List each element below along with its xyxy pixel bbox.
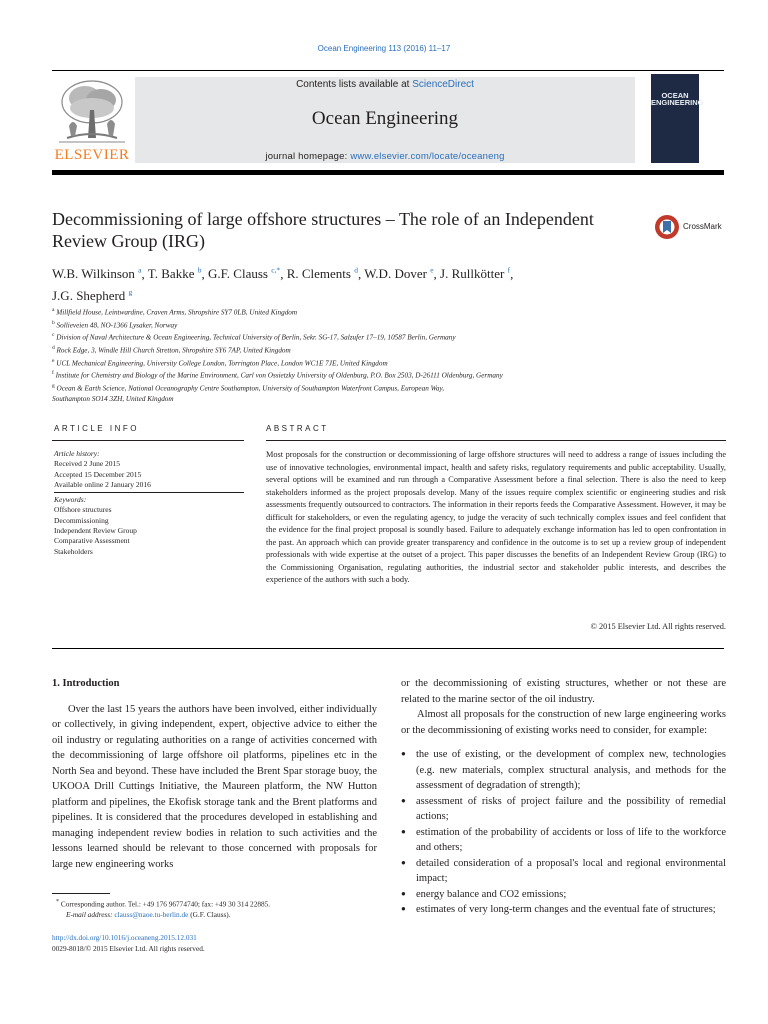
list-item: ● estimates of very long-term changes and the eventual fate of structures; — [401, 902, 726, 918]
email-label: E-mail address: — [66, 909, 115, 919]
affiliation-marker[interactable]: d — [354, 266, 358, 275]
author[interactable] — [287, 266, 358, 281]
footnote-email — [56, 910, 376, 921]
crossmark-icon[interactable] — [654, 214, 680, 240]
sciencedirect-link[interactable]: ScienceDirect — [412, 79, 474, 90]
affiliation-text: Southampton SO14 3ZH, United Kingdom — [52, 394, 174, 403]
homepage-url-link[interactable]: www.elsevier.com/locate/oceaneng — [350, 151, 505, 162]
abstract-rule — [266, 440, 726, 441]
affiliation-text: UCL Mechanical Engineering, University College London, Torrington Place, London WC1E 7JE, United Kingdom — [56, 359, 388, 368]
doi-block — [52, 933, 372, 954]
author-name: G.F. Clauss — [207, 266, 268, 282]
cover-title: OCEAN ENGINEERING — [651, 91, 704, 107]
affiliation-marker[interactable]: b — [197, 266, 202, 275]
journal-homepage — [135, 151, 635, 162]
article-history-label: Article history: — [54, 449, 100, 458]
affiliation-item — [52, 343, 732, 356]
affiliation-marker[interactable]: a — [138, 266, 142, 275]
affiliation-text: Rock Edge, 3, Windle Hill Church Stretton, Shropshire SY6 7AP, United Kingdom — [56, 346, 291, 355]
author[interactable] — [148, 266, 202, 281]
affiliation-text: Institute for Chemistry and Biology of the Marine Environment, Carl von Ossietzky University of Oldenburg, P.O. Box 2503, D-26111 Oldenburg, Germany — [55, 371, 503, 380]
affiliation-item — [52, 318, 732, 331]
keyword-item: Independent Review Group — [54, 526, 137, 536]
journal-reference-link[interactable]: Ocean Engineering 113 (2016) 11–17 — [317, 44, 451, 53]
affiliation-sup: c — [52, 332, 55, 339]
journal-cover-thumbnail[interactable] — [651, 74, 704, 163]
considerations-list — [401, 747, 726, 918]
homepage-label: journal homepage: — [265, 151, 351, 162]
affiliation-item — [52, 330, 732, 343]
footnote-text: Corresponding author. Tel.: +49 176 96774740; fax: +49 30 314 22885. — [60, 899, 271, 909]
issn-copyright: 0029-8018/© 2015 Elsevier Ltd. All rights reserved. — [52, 943, 205, 953]
affiliation-sup: b — [52, 319, 55, 326]
author[interactable] — [440, 266, 510, 281]
affiliation-item — [52, 381, 732, 394]
keywords-label: Keywords: — [54, 495, 87, 505]
abstract-copyright: © 2015 Elsevier Ltd. All rights reserved. — [590, 622, 726, 631]
author-name: J.G. Shepherd — [52, 287, 126, 303]
affiliation-item — [52, 394, 732, 404]
affiliation-marker[interactable]: e — [430, 266, 434, 275]
affiliation-text: Millfield House, Leintwardine, Craven Arms, Shropshire SY7 0LB, United Kingdom — [56, 308, 298, 317]
footnote-corresponding — [56, 897, 376, 910]
affiliation-marker[interactable]: f — [507, 266, 511, 275]
list-item: ● assessment of risks of project failure and the possibility of remedial actions; — [401, 794, 726, 825]
author[interactable] — [364, 266, 433, 281]
corresponding-author-footnote — [56, 897, 376, 920]
email-suffix: (G.F. Clauss). — [188, 909, 231, 919]
affiliation-item — [52, 356, 732, 369]
contents-line — [135, 79, 635, 90]
contents-prefix: Contents lists available at — [296, 79, 413, 90]
history-item: Received 2 June 2015 — [54, 459, 121, 469]
author-name: R. Clements — [286, 266, 351, 282]
list-item: ● estimation of the probability of accidents or loss of life to the workforce and others; — [401, 825, 726, 856]
continuation-paragraph: or the decommissioning of existing structures, whether or not these are related to the marine sector of the oil industry. — [401, 678, 726, 705]
keyword-item: Stakeholders — [54, 546, 93, 556]
article-info — [54, 449, 244, 557]
affiliation-item — [52, 305, 732, 318]
header-bottom-rule — [52, 170, 724, 175]
author-name: W.D. Dover — [364, 266, 427, 282]
author-name: T. Bakke — [147, 266, 195, 282]
affiliation-sup: a — [52, 307, 55, 313]
affiliation-text: Ocean & Earth Science, National Oceanography Centre Southampton, University of Southampton Waterfront Campus, European Way, — [56, 384, 445, 393]
keyword-item: Offshore structures — [54, 505, 112, 515]
history-item: Available online 2 January 2016 — [54, 479, 151, 489]
affiliation-sup: e — [52, 357, 55, 364]
crossmark-label[interactable]: CrossMark — [683, 222, 722, 231]
affiliations — [52, 305, 732, 404]
header-top-rule — [52, 70, 724, 71]
list-item: ● energy balance and CO2 emissions; — [401, 887, 726, 903]
affiliation-sup: d — [52, 345, 55, 352]
section-heading-introduction: 1. Introduction — [52, 678, 120, 689]
author[interactable] — [208, 266, 280, 281]
author[interactable] — [52, 266, 142, 281]
considerations-paragraph: Almost all proposals for the construction of new large engineering works or the decommissioning of existing works need to consider, for example: — [401, 709, 726, 736]
author-list: W.B. Wilkinson $^a$, T. Bakke $^b$, G.F. Clauss $^{c,*}$, R. Clements $^d$, W.D. Dover $^e$, J. Rullkötter $^f$, J.G. Shepherd $^g$ — [52, 266, 514, 303]
affiliation-marker[interactable]: g — [128, 287, 133, 297]
article-title: Decommissioning of large offshore structures – The role of an Independent Review Group (IRG) — [52, 209, 594, 251]
asterisk-marker: * — [56, 899, 60, 905]
footnote-rule — [52, 893, 110, 894]
list-item: ● detailed consideration of a proposal's local and regional environmental impact; — [401, 856, 726, 887]
author-name: J. Rullkötter — [440, 266, 505, 282]
author[interactable] — [52, 288, 132, 303]
introduction-paragraph: Over the last 15 years the authors have been involved, either individually or collectively, in giving independent, expert, objective advice to either the oil industry or regulating authorities on a range of activities concerned with the decommissioning of large offshore oil platforms, pipelines etc in the North Sea and beyond. These have included the Brent Spar storage buoy, the UKOOA Drill Cuttings Initiative, the Maureen platform, the NW Hutton platform and pipelines, the Ekofisk storage tank and the Brent platforms and pipelines. It is considered that the procedures developed in establishing and managing independent review bodies in relation to such activities and the lessons learned should be relevant to those concerned with proposals for large new engineering works — [52, 703, 377, 870]
affiliation-sup: f — [52, 370, 54, 377]
history-item: Accepted 15 December 2015 — [54, 469, 142, 479]
article-info-heading: ARTICLE INFO — [54, 424, 139, 433]
info-divider — [54, 492, 244, 493]
keyword-item: Decommissioning — [54, 515, 109, 525]
affiliation-marker[interactable]: c,* — [271, 266, 281, 275]
affiliation-sup: g — [52, 383, 55, 390]
affiliation-item — [52, 368, 732, 381]
elsevier-tree-logo-icon — [55, 78, 129, 148]
abstract-bottom-rule — [52, 648, 724, 649]
elsevier-wordmark: ELSEVIER — [54, 147, 130, 163]
body-right-column — [401, 676, 726, 918]
journal-title: Ocean Engineering — [311, 108, 459, 129]
author-name: W.B. Wilkinson — [52, 266, 135, 282]
body-left-column — [52, 676, 377, 872]
doi-link[interactable]: http://dx.doi.org/10.1016/j.oceaneng.2015.12.031 — [52, 933, 197, 942]
email-link[interactable]: clauss@naoe.tu-berlin.de — [114, 909, 189, 919]
affiliation-text: Division of Naval Architecture & Ocean Engineering, Technical University of Berlin, Sekr. SG-17, Salzufer 17–19, 10587 Berlin, Germany — [56, 333, 456, 342]
article-info-rule — [52, 440, 244, 441]
abstract-text: Most proposals for the construction or decommissioning of large offshore structures will need to address a range of issues including the use of innovative technologies, environmental impact, health and safety risks, regulatory requirements and public acceptability. Usually, several options will be examined and run through a Comparative Assessment before a final selection. There is also the need to keep stakeholders informed as the project proposals develop. Many of the issues require complex scientific or engineering studies and risk assessments frequently outsourced to contractors. The information in their reports feeds the Comparative Assessment. However, it may be difficult for stakeholders, or even the regulating agency, to judge the veracity of such technically complex issues and feel confident that the evidence for the final project proposal is soundly based. Failure to adequately exchange information has led to open confrontation in the past. An approach which can provide greater transparency and confidence in the outcome is to set up a review group of independent professionals with wide expertise at the outset of a project. This paper discusses the benefits of an Independent Review Group (IRG) to the Commissioning Organisation, regulating authorities, the industrial sector and stakeholder public interests, and describes the experience of the authors with such a body. — [266, 450, 726, 584]
list-item: ● the use of existing, or the development of complex new, technologies (e.g. new materials, complex structural analysis, and methods for the assessment of degradation of strength); — [401, 747, 726, 794]
affiliation-text: Sollieveien 48, NO-1366 Lysaker, Norway — [56, 321, 178, 330]
keyword-item: Comparative Assessment — [54, 536, 130, 546]
abstract-heading: ABSTRACT — [266, 424, 329, 433]
